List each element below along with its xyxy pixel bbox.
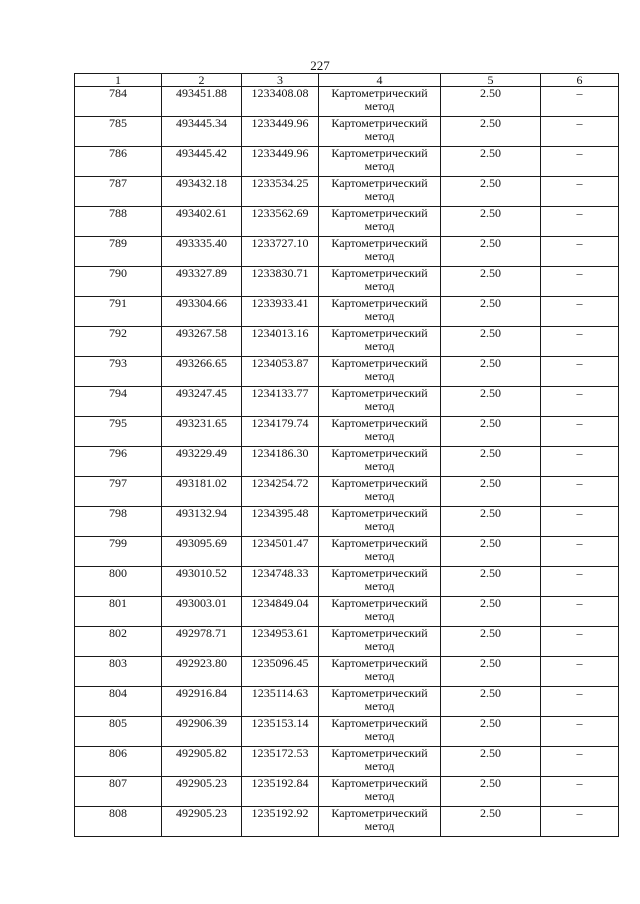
method-cell <box>319 147 441 177</box>
method-line-2: метод <box>364 789 395 803</box>
method-line-2: метод <box>364 549 395 563</box>
method-cell <box>319 267 441 297</box>
y-coordinate-cell: 1235192.84 <box>242 777 319 807</box>
header-row <box>75 74 619 87</box>
accuracy-cell: 2.50 <box>441 657 541 687</box>
table-row <box>75 657 619 687</box>
y-coordinate-cell: 1234254.72 <box>242 477 319 507</box>
accuracy-cell: 2.50 <box>441 747 541 777</box>
table-row <box>75 597 619 627</box>
method-cell <box>319 567 441 597</box>
method-cell <box>319 627 441 657</box>
accuracy-cell: 2.50 <box>441 297 541 327</box>
accuracy-cell: 2.50 <box>441 147 541 177</box>
table-row <box>75 327 619 357</box>
method-line-2: метод <box>364 99 395 113</box>
method-line-1: Картометрический <box>331 536 428 550</box>
point-number-cell: 799 <box>75 537 162 567</box>
method-line-2: метод <box>364 339 395 353</box>
point-number-cell: 798 <box>75 507 162 537</box>
method-line-2: метод <box>364 189 395 203</box>
y-coordinate-cell: 1234179.74 <box>242 417 319 447</box>
accuracy-cell: 2.50 <box>441 477 541 507</box>
coordinates-table <box>74 73 619 837</box>
method-line-1: Картометрический <box>331 656 428 670</box>
column-header-4: 4 <box>319 74 441 87</box>
method-cell <box>319 507 441 537</box>
table-row <box>75 687 619 717</box>
method-line-2: метод <box>364 609 395 623</box>
x-coordinate-cell: 493181.02 <box>162 477 242 507</box>
accuracy-cell: 2.50 <box>441 597 541 627</box>
y-coordinate-cell: 1233534.25 <box>242 177 319 207</box>
method-cell <box>319 447 441 477</box>
table-row <box>75 507 619 537</box>
note-cell: – <box>541 297 619 327</box>
y-coordinate-cell: 1233727.10 <box>242 237 319 267</box>
column-header-3: 3 <box>242 74 319 87</box>
note-cell: – <box>541 477 619 507</box>
accuracy-cell: 2.50 <box>441 357 541 387</box>
method-line-1: Картометрический <box>331 266 428 280</box>
point-number-cell: 792 <box>75 327 162 357</box>
method-line-1: Картометрический <box>331 686 428 700</box>
point-number-cell: 802 <box>75 627 162 657</box>
x-coordinate-cell: 493445.34 <box>162 117 242 147</box>
method-line-2: метод <box>364 489 395 503</box>
method-line-2: метод <box>364 309 395 323</box>
table-row <box>75 387 619 417</box>
method-line-2: метод <box>364 699 395 713</box>
point-number-cell: 803 <box>75 657 162 687</box>
point-number-cell: 808 <box>75 807 162 837</box>
y-coordinate-cell: 1235153.14 <box>242 717 319 747</box>
y-coordinate-cell: 1233562.69 <box>242 207 319 237</box>
point-number-cell: 794 <box>75 387 162 417</box>
note-cell: – <box>541 207 619 237</box>
table-row <box>75 117 619 147</box>
method-cell <box>319 537 441 567</box>
y-coordinate-cell: 1234953.61 <box>242 627 319 657</box>
method-line-2: метод <box>364 579 395 593</box>
method-cell <box>319 477 441 507</box>
method-line-1: Картометрический <box>331 416 428 430</box>
table-row <box>75 357 619 387</box>
table-row <box>75 567 619 597</box>
note-cell: – <box>541 267 619 297</box>
note-cell: – <box>541 327 619 357</box>
method-cell <box>319 177 441 207</box>
accuracy-cell: 2.50 <box>441 207 541 237</box>
method-line-2: метод <box>364 219 395 233</box>
page-number: 227 <box>310 58 330 73</box>
method-line-2: метод <box>364 639 395 653</box>
note-cell: – <box>541 717 619 747</box>
note-cell: – <box>541 447 619 477</box>
table-row <box>75 717 619 747</box>
x-coordinate-cell: 492905.23 <box>162 807 242 837</box>
method-line-1: Картометрический <box>331 296 428 310</box>
x-coordinate-cell: 492905.82 <box>162 747 242 777</box>
method-line-2: метод <box>364 759 395 773</box>
note-cell: – <box>541 507 619 537</box>
method-line-2: метод <box>364 399 395 413</box>
x-coordinate-cell: 493229.49 <box>162 447 242 477</box>
accuracy-cell: 2.50 <box>441 807 541 837</box>
accuracy-cell: 2.50 <box>441 237 541 267</box>
method-line-1: Картометрический <box>331 506 428 520</box>
accuracy-cell: 2.50 <box>441 627 541 657</box>
point-number-cell: 786 <box>75 147 162 177</box>
point-number-cell: 795 <box>75 417 162 447</box>
y-coordinate-cell: 1234501.47 <box>242 537 319 567</box>
point-number-cell: 805 <box>75 717 162 747</box>
point-number-cell: 784 <box>75 87 162 117</box>
x-coordinate-cell: 493010.52 <box>162 567 242 597</box>
x-coordinate-cell: 493231.65 <box>162 417 242 447</box>
method-line-1: Картометрический <box>331 176 428 190</box>
table-row <box>75 267 619 297</box>
table-row <box>75 417 619 447</box>
point-number-cell: 797 <box>75 477 162 507</box>
y-coordinate-cell: 1235172.53 <box>242 747 319 777</box>
method-line-1: Картометрический <box>331 446 428 460</box>
table-row <box>75 147 619 177</box>
method-line-1: Картометрический <box>331 476 428 490</box>
y-coordinate-cell: 1233408.08 <box>242 87 319 117</box>
method-cell <box>319 207 441 237</box>
y-coordinate-cell: 1233830.71 <box>242 267 319 297</box>
table-row <box>75 297 619 327</box>
x-coordinate-cell: 493304.66 <box>162 297 242 327</box>
x-coordinate-cell: 492905.23 <box>162 777 242 807</box>
method-cell <box>319 717 441 747</box>
method-line-2: метод <box>364 729 395 743</box>
accuracy-cell: 2.50 <box>441 387 541 417</box>
point-number-cell: 790 <box>75 267 162 297</box>
note-cell: – <box>541 567 619 597</box>
x-coordinate-cell: 492916.84 <box>162 687 242 717</box>
note-cell: – <box>541 747 619 777</box>
method-cell <box>319 597 441 627</box>
method-line-1: Картометрический <box>331 806 428 820</box>
point-number-cell: 804 <box>75 687 162 717</box>
method-cell <box>319 87 441 117</box>
y-coordinate-cell: 1234053.87 <box>242 357 319 387</box>
accuracy-cell: 2.50 <box>441 177 541 207</box>
method-line-2: метод <box>364 459 395 473</box>
point-number-cell: 807 <box>75 777 162 807</box>
point-number-cell: 793 <box>75 357 162 387</box>
method-line-2: метод <box>364 279 395 293</box>
table-row <box>75 177 619 207</box>
method-cell <box>319 687 441 717</box>
y-coordinate-cell: 1234013.16 <box>242 327 319 357</box>
point-number-cell: 796 <box>75 447 162 477</box>
method-line-1: Картометрический <box>331 326 428 340</box>
method-line-2: метод <box>364 159 395 173</box>
method-cell <box>319 387 441 417</box>
column-header-5: 5 <box>441 74 541 87</box>
x-coordinate-cell: 493095.69 <box>162 537 242 567</box>
y-coordinate-cell: 1233449.96 <box>242 147 319 177</box>
accuracy-cell: 2.50 <box>441 447 541 477</box>
y-coordinate-cell: 1234395.48 <box>242 507 319 537</box>
method-line-1: Картометрический <box>331 596 428 610</box>
method-cell <box>319 777 441 807</box>
point-number-cell: 788 <box>75 207 162 237</box>
x-coordinate-cell: 493266.65 <box>162 357 242 387</box>
method-line-1: Картометрический <box>331 626 428 640</box>
table-row <box>75 537 619 567</box>
x-coordinate-cell: 492923.80 <box>162 657 242 687</box>
method-line-1: Картометрический <box>331 86 428 100</box>
method-cell <box>319 657 441 687</box>
method-line-2: метод <box>364 429 395 443</box>
note-cell: – <box>541 537 619 567</box>
method-line-1: Картометрический <box>331 116 428 130</box>
note-cell: – <box>541 87 619 117</box>
y-coordinate-cell: 1233933.41 <box>242 297 319 327</box>
accuracy-cell: 2.50 <box>441 717 541 747</box>
accuracy-cell: 2.50 <box>441 777 541 807</box>
note-cell: – <box>541 657 619 687</box>
method-line-2: метод <box>364 369 395 383</box>
point-number-cell: 785 <box>75 117 162 147</box>
point-number-cell: 787 <box>75 177 162 207</box>
y-coordinate-cell: 1235114.63 <box>242 687 319 717</box>
y-coordinate-cell: 1233449.96 <box>242 117 319 147</box>
x-coordinate-cell: 493132.94 <box>162 507 242 537</box>
method-line-2: метод <box>364 519 395 533</box>
x-coordinate-cell: 492978.71 <box>162 627 242 657</box>
table-row <box>75 447 619 477</box>
note-cell: – <box>541 597 619 627</box>
table-row <box>75 627 619 657</box>
x-coordinate-cell: 492906.39 <box>162 717 242 747</box>
x-coordinate-cell: 493432.18 <box>162 177 242 207</box>
x-coordinate-cell: 493003.01 <box>162 597 242 627</box>
table-row <box>75 87 619 117</box>
column-header-6: 6 <box>541 74 619 87</box>
method-cell <box>319 417 441 447</box>
method-cell <box>319 807 441 837</box>
table-header <box>75 74 619 87</box>
y-coordinate-cell: 1235192.92 <box>242 807 319 837</box>
y-coordinate-cell: 1234748.33 <box>242 567 319 597</box>
accuracy-cell: 2.50 <box>441 507 541 537</box>
note-cell: – <box>541 687 619 717</box>
note-cell: – <box>541 147 619 177</box>
point-number-cell: 789 <box>75 237 162 267</box>
accuracy-cell: 2.50 <box>441 327 541 357</box>
method-line-1: Картометрический <box>331 356 428 370</box>
y-coordinate-cell: 1234186.30 <box>242 447 319 477</box>
note-cell: – <box>541 777 619 807</box>
note-cell: – <box>541 807 619 837</box>
note-cell: – <box>541 357 619 387</box>
point-number-cell: 801 <box>75 597 162 627</box>
accuracy-cell: 2.50 <box>441 87 541 117</box>
method-cell <box>319 327 441 357</box>
method-line-2: метод <box>364 819 395 833</box>
method-line-1: Картометрический <box>331 746 428 760</box>
note-cell: – <box>541 387 619 417</box>
x-coordinate-cell: 493267.58 <box>162 327 242 357</box>
x-coordinate-cell: 493445.42 <box>162 147 242 177</box>
table-row <box>75 747 619 777</box>
table-row <box>75 477 619 507</box>
note-cell: – <box>541 117 619 147</box>
note-cell: – <box>541 627 619 657</box>
method-cell <box>319 117 441 147</box>
y-coordinate-cell: 1234133.77 <box>242 387 319 417</box>
method-line-2: метод <box>364 129 395 143</box>
note-cell: – <box>541 417 619 447</box>
column-header-2: 2 <box>162 74 242 87</box>
table-row <box>75 777 619 807</box>
method-line-1: Картометрический <box>331 206 428 220</box>
method-line-2: метод <box>364 669 395 683</box>
point-number-cell: 806 <box>75 747 162 777</box>
point-number-cell: 791 <box>75 297 162 327</box>
x-coordinate-cell: 493327.89 <box>162 267 242 297</box>
table-row <box>75 237 619 267</box>
method-line-1: Картометрический <box>331 236 428 250</box>
accuracy-cell: 2.50 <box>441 537 541 567</box>
accuracy-cell: 2.50 <box>441 117 541 147</box>
x-coordinate-cell: 493451.88 <box>162 87 242 117</box>
point-number-cell: 800 <box>75 567 162 597</box>
method-cell <box>319 237 441 267</box>
method-line-1: Картометрический <box>331 776 428 790</box>
method-cell <box>319 357 441 387</box>
method-line-1: Картометрический <box>331 716 428 730</box>
table-body <box>75 87 619 837</box>
method-cell <box>319 297 441 327</box>
note-cell: – <box>541 237 619 267</box>
y-coordinate-cell: 1235096.45 <box>242 657 319 687</box>
column-header-1: 1 <box>75 74 162 87</box>
method-line-1: Картометрический <box>331 566 428 580</box>
method-line-1: Картометрический <box>331 146 428 160</box>
method-line-2: метод <box>364 249 395 263</box>
x-coordinate-cell: 493335.40 <box>162 237 242 267</box>
y-coordinate-cell: 1234849.04 <box>242 597 319 627</box>
accuracy-cell: 2.50 <box>441 417 541 447</box>
method-line-1: Картометрический <box>331 386 428 400</box>
x-coordinate-cell: 493247.45 <box>162 387 242 417</box>
accuracy-cell: 2.50 <box>441 687 541 717</box>
table-row <box>75 207 619 237</box>
method-cell <box>319 747 441 777</box>
note-cell: – <box>541 177 619 207</box>
accuracy-cell: 2.50 <box>441 267 541 297</box>
table-row <box>75 807 619 837</box>
accuracy-cell: 2.50 <box>441 567 541 597</box>
x-coordinate-cell: 493402.61 <box>162 207 242 237</box>
